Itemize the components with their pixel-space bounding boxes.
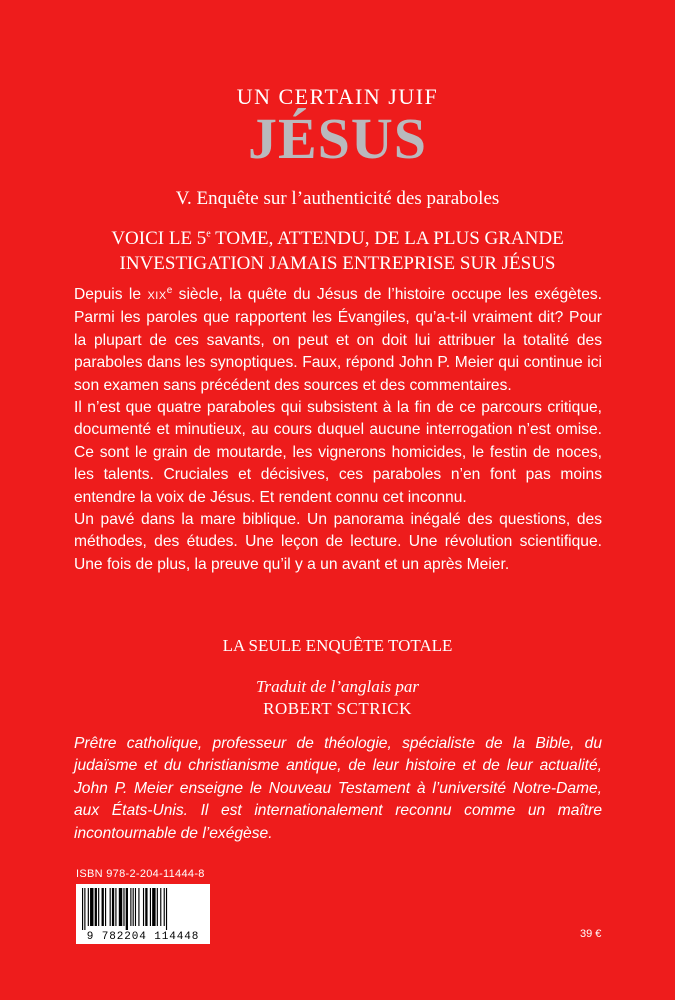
barcode-bar bbox=[138, 888, 139, 926]
isbn: ISBN 978-2-204-11444-8 bbox=[76, 868, 205, 880]
barcode-bars bbox=[76, 884, 210, 930]
blurb-paragraph-3: Un pavé dans la mare biblique. Un panorama inégalé des questions, des méthodes, des études. Une leçon de lecture. Une révolution scientifique. Une fois de plus, la preuve qu’il y a un avant et un après Meier. bbox=[74, 511, 602, 573]
tagline bbox=[0, 226, 675, 276]
barcode-bar bbox=[145, 888, 147, 926]
barcode-bar bbox=[84, 888, 85, 930]
barcode-bar bbox=[112, 888, 114, 926]
barcode-bar bbox=[110, 888, 111, 926]
barcode-bar bbox=[105, 888, 106, 926]
tagline-line-1: VOICI LE 5e TOME, ATTENDU, DE LA PLUS GRANDE bbox=[111, 228, 564, 249]
blurb-paragraph-1: Depuis le XIXe siècle, la quête du Jésus de l’histoire occupe les exégètes. Parmi les paroles que rapportent les Évangiles, qu’a-t-il vraiment dit? Pour la plupart de ces savants, on peut et on doit lui attribuer la totalité des paraboles dans les synoptiques. Faux, répond John P. Meier qui continue ici son examen sans précédent des sources et des commentaires. bbox=[74, 284, 602, 394]
series-title: UN CERTAIN JUIF bbox=[236, 84, 439, 109]
author-bio: Prêtre catholique, professeur de théologie, spécialiste de la Bible, du judaïsme et du christianisme antique, de leur histoire et de leur actualité, John P. Meier enseigne le Nouveau Testament à l’université Notre-Dame, aux États-Unis. Il est internationalement reconnu comme un maître incontournable de l’exégèse. bbox=[74, 735, 602, 842]
barcode-bar bbox=[90, 888, 93, 926]
barcode-bar bbox=[157, 888, 158, 926]
barcode bbox=[76, 884, 210, 944]
barcode-bar bbox=[115, 888, 116, 926]
barcode-bar bbox=[133, 888, 134, 926]
barcode-bar bbox=[166, 888, 167, 930]
tagline-line-2: INVESTIGATION JAMAIS ENTREPRISE SUR JÉSUS bbox=[119, 253, 556, 274]
price: 39 € bbox=[580, 928, 602, 940]
barcode-bar bbox=[88, 888, 89, 926]
barcode-bar bbox=[123, 888, 124, 926]
barcode-bar bbox=[135, 888, 136, 926]
subtitle: V. Enquête sur l’authenticité des paraboles bbox=[175, 188, 500, 209]
barcode-bar bbox=[126, 888, 128, 930]
barcode-bar bbox=[130, 888, 131, 926]
barcode-bar bbox=[143, 888, 144, 926]
closing-line: LA SEULE ENQUÊTE TOTALE bbox=[222, 636, 453, 655]
barcode-bar bbox=[160, 888, 161, 926]
barcode-bar bbox=[95, 888, 97, 926]
barcode-bar bbox=[152, 888, 155, 926]
barcode-bar bbox=[98, 888, 99, 926]
barcode-bar bbox=[164, 888, 165, 926]
translator-name: ROBERT SCTRICK bbox=[263, 699, 412, 718]
blurb bbox=[74, 284, 602, 576]
translated-by-label: Traduit de l’anglais par bbox=[256, 677, 419, 696]
barcode-bar bbox=[82, 888, 83, 930]
blurb-paragraph-2: Il n’est que quatre paraboles qui subsistent à la fin de ce parcours critique, documenté et minutieux, au cours duquel aucune interrogation n’est omise. Ce sont le grain de moutarde, les vignerons homicides, le festin de noces, les talents. Cruciales et décisives, ces paraboles n’en font pas moins entendre la voix de Jésus. Et rendent connu cet inconnu. bbox=[74, 399, 602, 506]
barcode-bar bbox=[150, 888, 151, 926]
barcode-bar bbox=[119, 888, 122, 926]
main-title: JÉSUS bbox=[247, 106, 428, 171]
barcode-digits: 9 782204 114448 bbox=[86, 931, 200, 943]
barcode-bar bbox=[102, 888, 104, 926]
